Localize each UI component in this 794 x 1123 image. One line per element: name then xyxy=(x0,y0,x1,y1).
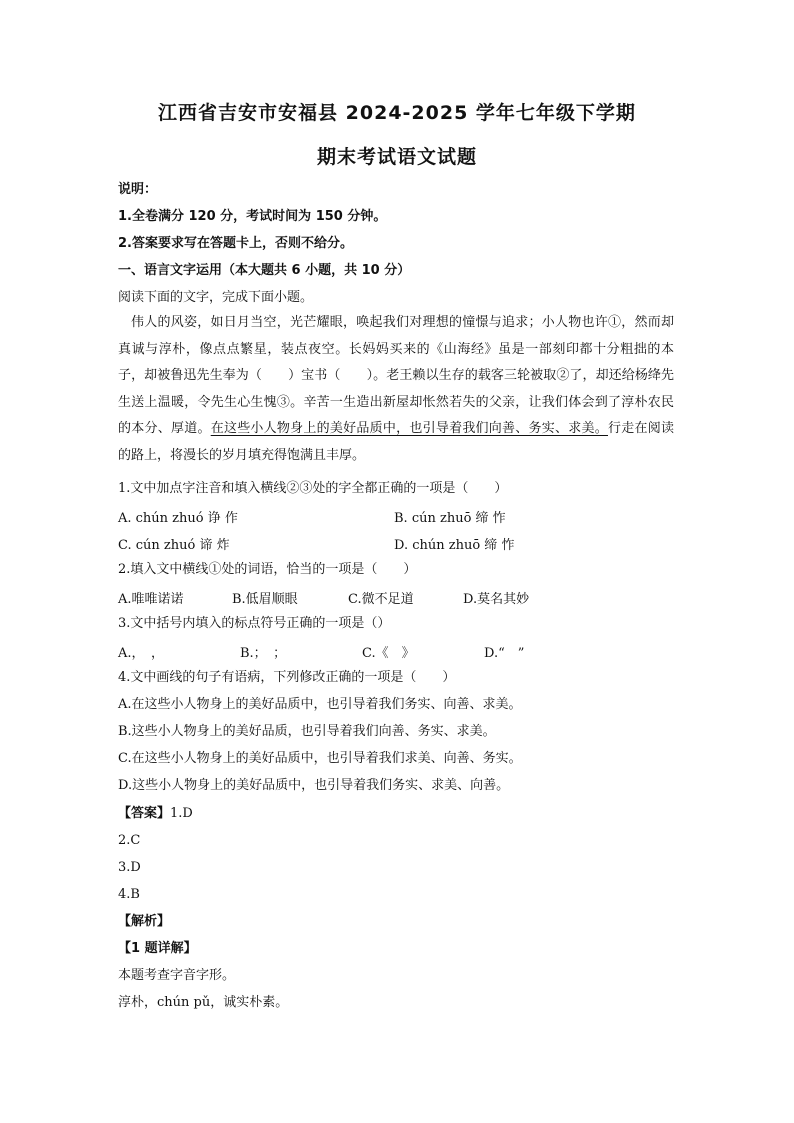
analysis-q1-heading: 【1 题详解】 xyxy=(118,941,197,956)
answer-block xyxy=(118,805,193,823)
question-4-stem: 4.文中画线的句子有语病，下列修改正确的一项是（ ） xyxy=(118,670,456,685)
exam-title-line2: 期末考试语文试题 xyxy=(316,146,477,168)
question-4-option-d: D.这些小人物身上的美好品质中，也引导着我们务实、求美、向善。 xyxy=(118,778,510,793)
question-3-option-c: C.《 》 xyxy=(362,646,415,661)
passage-text-end: 行走在阅读的路上，将漫长的岁月填充得饱满且丰厚。 xyxy=(118,421,674,463)
question-2-option-a: A.唯唯诺诺 xyxy=(118,592,184,607)
answer-2: 2.C xyxy=(118,833,141,848)
question-3-option-d: D.“ ” xyxy=(484,646,525,661)
section1-intro: 阅读下面的文字，完成下面小题。 xyxy=(118,290,314,305)
question-2-option-d: D.莫名其妙 xyxy=(463,592,530,607)
instructions-heading: 说明： xyxy=(118,182,158,197)
answer-heading: 【答案】 xyxy=(118,806,171,821)
question-3-option-b: B.； ； xyxy=(240,646,287,661)
question-2-option-b: B.低眉顺眼 xyxy=(232,592,298,607)
question-1-stem: 1.文中加点字注音和填入横线②③处的字全都正确的一项是（ ） xyxy=(118,481,508,496)
question-1-option-b: B. cún zhuō 缔 怍 xyxy=(394,511,506,526)
question-4-option-b: B.这些小人物身上的美好品质，也引导着我们向善、务实、求美。 xyxy=(118,724,496,739)
section1-heading: 一、语言文字运用（本大题共 6 小题，共 10 分） xyxy=(118,263,411,278)
question-2-option-c: C.微不足道 xyxy=(348,592,414,607)
passage-text: 伟人的风姿，如日月当空，光芒耀眼，唤起我们对理想的憧憬与追求；小人物也许①，然而却真诚与淳朴，像点点繁星，装点夜空。长妈妈买来的《山海经》虽是一部刻印都十分粗拙的本子，却被鲁迅先生奉为（ ）宝书（ ）。老王赖以生存的载客三轮被取②了，却还给杨绛先生送上温暖，令先生心生愧③。辛苦一生造出新屋却怅然若失的父亲，让我们体会到了淳朴农民的本分、厚道。 xyxy=(118,315,674,436)
answer-3: 3.D xyxy=(118,860,141,875)
question-4-option-a: A.在这些小人物身上的美好品质中，也引导着我们务实、向善、求美。 xyxy=(118,697,522,712)
instruction-item-1: 1.全卷满分 120 分，考试时间为 150 分钟。 xyxy=(118,209,387,224)
question-1-option-c: C. cún zhuó 谛 炸 xyxy=(118,538,230,553)
answer-1: 1.D xyxy=(170,806,193,821)
analysis-line-2: 淳朴，chún pǔ，诚实朴素。 xyxy=(118,995,289,1010)
question-3-option-a: A.， ， xyxy=(118,646,165,661)
exam-title-line1: 江西省吉安市安福县 2024-2025 学年七年级下学期 xyxy=(158,102,636,124)
question-4-option-c: C.在这些小人物身上的美好品质中，也引导着我们求美、向善、务实。 xyxy=(118,751,522,766)
instruction-item-2: 2.答案要求写在答题卡上，否则不给分。 xyxy=(118,236,353,251)
question-3-stem: 3.文中括号内填入的标点符号正确的一项是（） xyxy=(118,616,391,631)
answer-4: 4.B xyxy=(118,887,140,902)
analysis-heading: 【解析】 xyxy=(118,914,171,929)
analysis-line-1: 本题考查字音字形。 xyxy=(118,968,236,983)
reading-passage xyxy=(118,310,674,469)
passage-underlined-sentence: 在这些小人物身上的美好品质中，也引导着我们向善、务实、求美。 xyxy=(210,421,608,436)
question-1-option-d: D. chún zhuō 缔 怍 xyxy=(394,538,515,553)
question-2-stem: 2.填入文中横线①处的词语，恰当的一项是（ ） xyxy=(118,562,417,577)
question-1-option-a: A. chún zhuó 诤 作 xyxy=(118,511,238,526)
